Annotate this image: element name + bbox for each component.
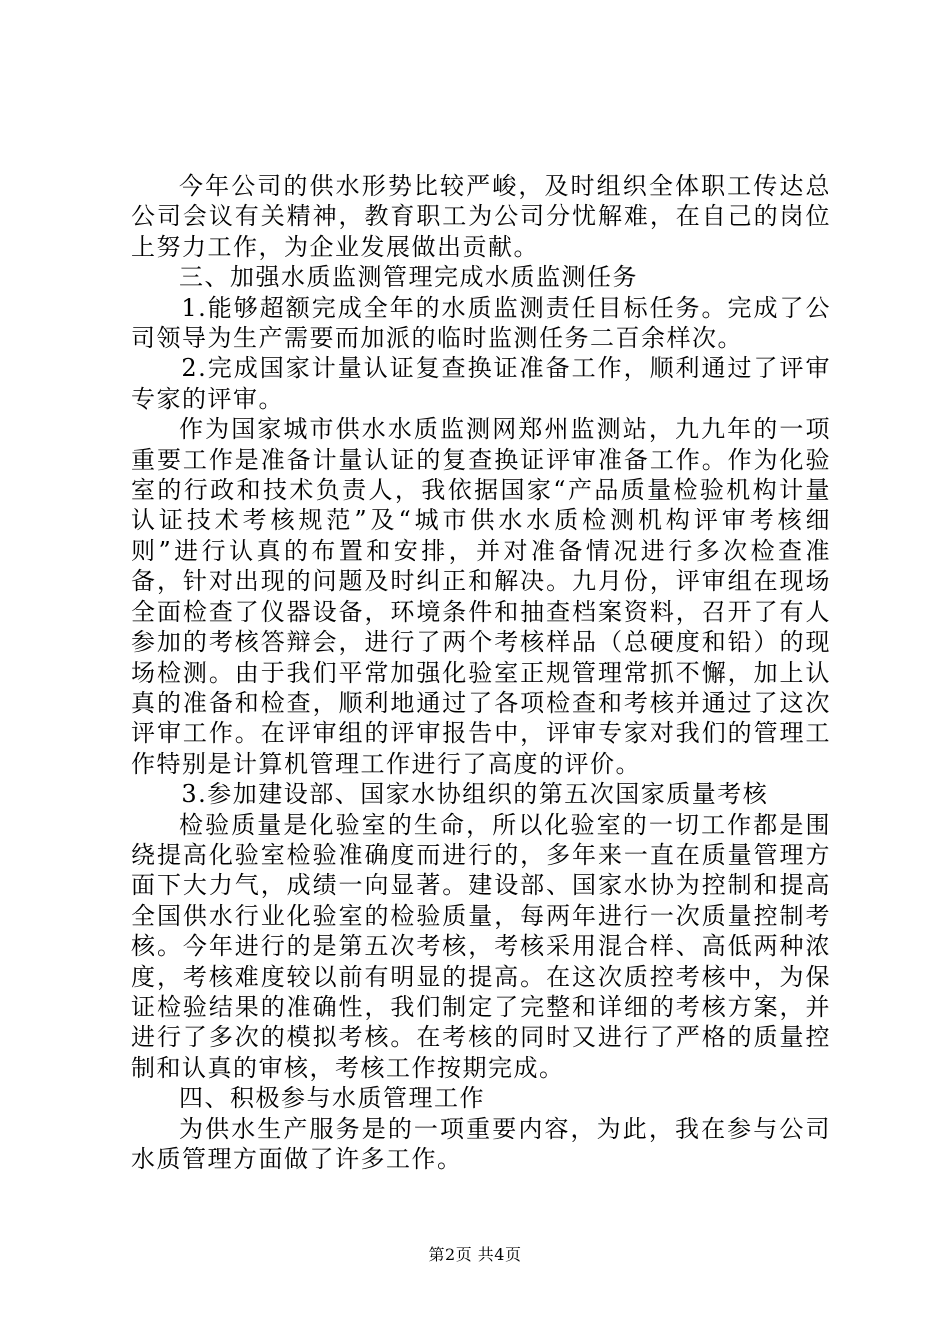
paragraph-certification-review: 作为国家城市供水水质监测网郑州监测站，九九年的一项重要工作是准备计量认证的复查换证评审准备工作。作为化验室的行政和技术负责人，我依据国家“产品质量检验机构计量认证技术考核规范”及“城市供水水质检测机构评审考核细则”进行认真的布置和安排，并对准备情况进行多次检查准备，针对出现的问题及时纠正和解决。九月份，评审组在现场全面检查了仪器设备，环境条件和抽查档案资料，召开了有人参加的考核答辩会，进行了两个考核样品（总硬度和铅）的现场检测。由于我们平常加强化验室正规管理常抓不懈，加上认真的准备和检查，顺利地通过了各项检查和考核并通过了这次评审工作。在评审组的评审报告中，评审专家对我们的管理工作特别是计算机管理工作进行了高度的评价。 <box>131 415 831 778</box>
document-body <box>131 171 831 1174</box>
section-heading-water-quality-monitoring: 三、加强水质监测管理完成水质监测任务 <box>179 263 638 292</box>
item-3-quality-assessment: 3.参加建设部、国家水协组织的第五次国家质量考核 <box>181 780 769 809</box>
paragraph-supply-service: 为供水生产服务是的一项重要内容，为此，我在参与公司水质管理方面做了许多工作。 <box>131 1114 831 1173</box>
section-heading-quality-management: 四、积极参与水质管理工作 <box>179 1084 485 1113</box>
page-number-footer: 第2页 共4页 <box>428 1245 522 1264</box>
paragraph-supply-situation: 今年公司的供水形势比较严峻，及时组织全体职工传达总公司会议有关精神，教育职工为公司分忧解难，在自己的岗位上努力工作，为企业发展做出贡献。 <box>131 172 831 261</box>
paragraph-inspection-quality: 检验质量是化验室的生命，所以化验室的一切工作都是围绕提高化验室检验准确度而进行的，多年来一直在质量管理方面下大力气，成绩一向显著。建设部、国家水协为控制和提高全国供水行业化验室的检验质量，每两年进行一次质量控制考核。今年进行的是第五次考核，考核采用混合样、高低两种浓度，考核难度较以前有明显的提高。在这次质控考核中，为保证检验结果的准确性，我们制定了完整和详细的考核方案，并进行了多次的模拟考核。在考核的同时又进行了严格的质量控制和认真的审核，考核工作按期完成。 <box>131 810 831 1082</box>
item-2-metrology-certification: 2.完成国家计量认证复查换证准备工作，顺利通过了评审专家的评审。 <box>131 354 831 413</box>
item-1-monitoring-targets: 1.能够超额完成全年的水质监测责任目标任务。完成了公司领导为生产需要而加派的临时监测任务二百余样次。 <box>131 293 831 353</box>
